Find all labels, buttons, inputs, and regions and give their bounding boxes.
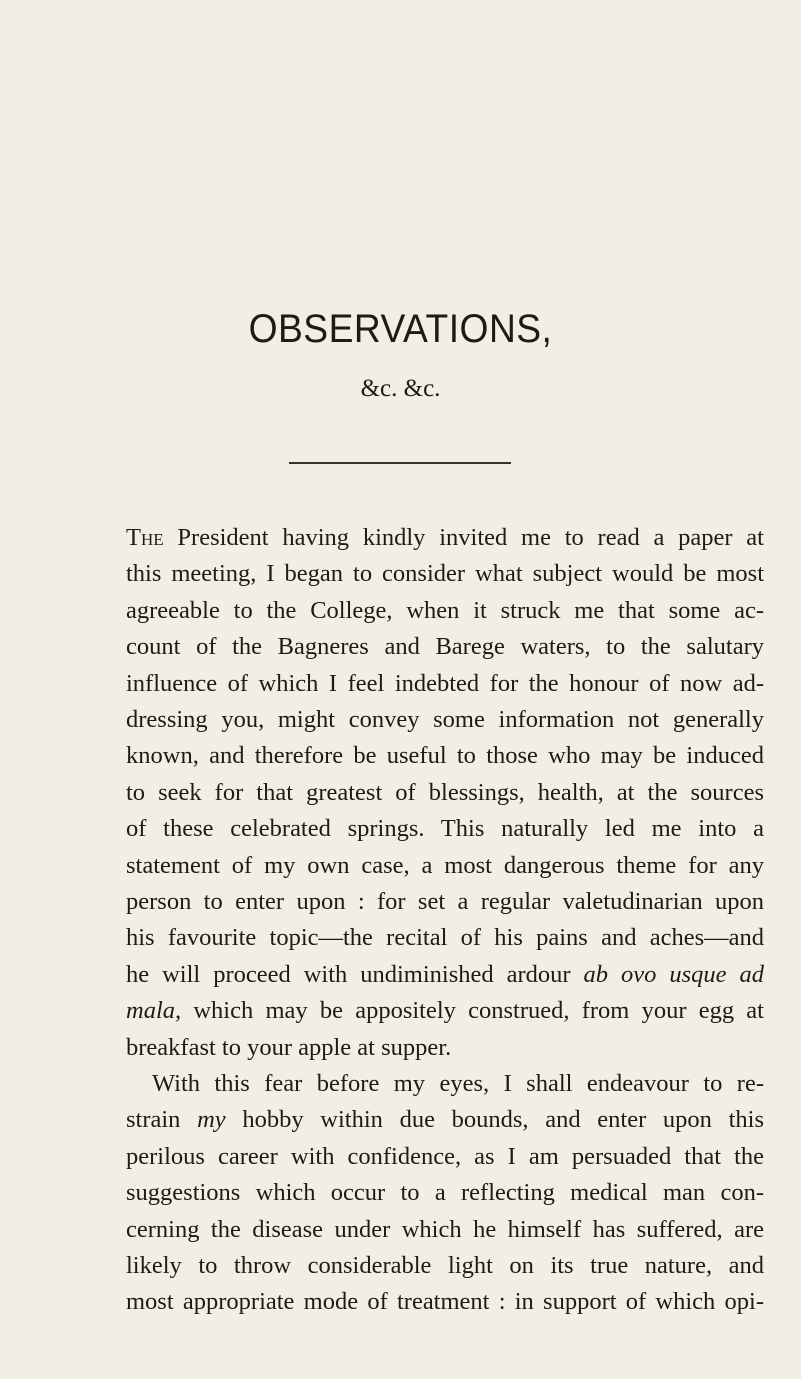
text-segment: influence of which I feel indebted for the honour of now ad- bbox=[126, 669, 764, 697]
text-line bbox=[126, 884, 764, 920]
italic-text: my bbox=[197, 1106, 226, 1134]
text-segment: likely to throw considerable light on its true nature, and bbox=[126, 1252, 764, 1279]
text-line bbox=[126, 1248, 764, 1284]
text-segment: to seek for that greatest of blessings, health, at the sources bbox=[126, 778, 764, 806]
text-line bbox=[126, 1030, 764, 1066]
text-segment: count of the Bagneres and Barege waters, to the salutary bbox=[126, 633, 764, 661]
text-segment: cerning the disease under which he himself has suffered, are bbox=[126, 1215, 764, 1243]
title-divider bbox=[289, 462, 511, 464]
text-segment: hobby within due bounds, and enter upon this bbox=[225, 1106, 764, 1134]
text-segment: this meeting, I began to consider what subject would be most bbox=[126, 560, 764, 588]
text-line bbox=[126, 629, 764, 665]
text-segment: person to enter upon : for set a regular valetudinarian upon bbox=[126, 888, 764, 915]
text-line bbox=[126, 520, 764, 556]
page-title: OBSERVATIONS, bbox=[248, 307, 553, 351]
text-line bbox=[126, 593, 764, 629]
text-line bbox=[126, 848, 764, 884]
text-line bbox=[126, 1284, 764, 1320]
text-line bbox=[152, 1066, 764, 1102]
text-line bbox=[126, 738, 764, 774]
text-line bbox=[126, 775, 764, 811]
text-segment: most appropriate mode of treatment : in support of which opi- bbox=[126, 1288, 764, 1316]
text-segment: The bbox=[126, 524, 164, 551]
text-line bbox=[126, 1139, 764, 1175]
text-line bbox=[126, 1102, 764, 1138]
page-subtitle: &c. &c. bbox=[360, 375, 441, 402]
text-line bbox=[126, 920, 764, 956]
text-line bbox=[126, 556, 764, 592]
text-segment: of these celebrated springs. This naturally led me into a bbox=[126, 815, 764, 843]
text-segment: which may be appositely construed, from your egg at bbox=[181, 997, 764, 1025]
text-segment: strain bbox=[126, 1106, 198, 1134]
text-line bbox=[126, 666, 764, 702]
text-segment: agreeable to the College, when it struck me that some ac- bbox=[126, 596, 764, 624]
text-line bbox=[126, 1175, 764, 1211]
text-segment: known, and therefore be useful to those who may be induced bbox=[126, 742, 764, 770]
text-line bbox=[126, 993, 764, 1029]
text-line bbox=[126, 1212, 764, 1248]
text-line bbox=[126, 811, 764, 847]
text-line bbox=[126, 957, 764, 993]
text-segment: breakfast to your apple at supper. bbox=[126, 1033, 452, 1061]
text-segment: he will proceed with undiminished ardour bbox=[126, 960, 584, 988]
text-segment: statement of my own case, a most dangerous theme for any bbox=[126, 851, 764, 879]
text-segment: President having kindly invited me to read a paper at bbox=[163, 524, 764, 551]
text-line bbox=[126, 702, 764, 738]
text-segment: dressing you, might convey some information not generally bbox=[126, 706, 764, 733]
text-segment: his favourite topic—the recital of his pains and aches—and bbox=[126, 924, 764, 952]
italic-text: mala, bbox=[126, 997, 182, 1025]
italic-text: ab ovo usque ad bbox=[583, 960, 764, 988]
text-segment: suggestions which occur to a reflecting medical man con- bbox=[126, 1179, 764, 1207]
text-segment: With this fear before my eyes, I shall endeavour to re- bbox=[152, 1070, 764, 1097]
text-segment: perilous career with confidence, as I am persuaded that the bbox=[126, 1142, 764, 1170]
